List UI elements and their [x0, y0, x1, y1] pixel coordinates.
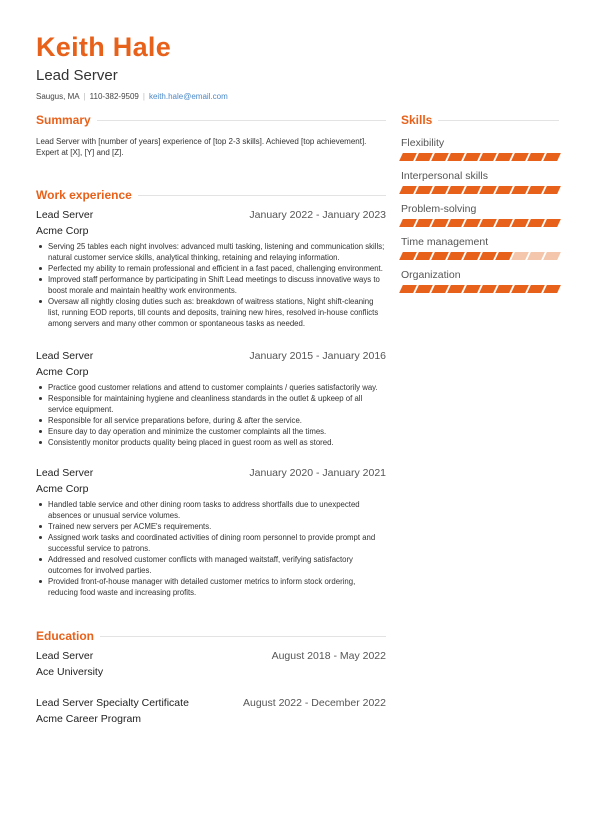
job-bullet: Consistently monitor products quality being placed in guest room as well as stored.	[36, 437, 386, 448]
candidate-role: Lead Server	[36, 67, 118, 84]
skill-segment-filled	[447, 252, 465, 260]
skill-level-bar	[401, 219, 559, 227]
skill-item	[401, 202, 559, 227]
skill-item	[401, 268, 559, 293]
summary-heading	[36, 112, 386, 128]
education-entry	[36, 650, 386, 678]
skill-segment-filled	[543, 153, 561, 161]
skill-segment-filled	[479, 285, 497, 293]
skill-segment-filled	[495, 219, 513, 227]
skill-segment-filled	[479, 219, 497, 227]
skill-segment-filled	[479, 186, 497, 194]
section-title: Work experience	[36, 188, 132, 202]
skill-item	[401, 169, 559, 194]
skill-name: Organization	[401, 269, 461, 281]
education-school: Ace University	[36, 666, 104, 678]
job-bullet: Improved staff performance by participating in Shift Lead meetings to discuss innovative ways to boost morale and maintain healthy work environments.	[36, 274, 386, 296]
section-divider	[97, 120, 386, 121]
skill-segment-filled	[511, 285, 529, 293]
job-title: Lead Server	[36, 209, 94, 221]
section-divider	[438, 120, 559, 121]
job-bullet: Oversaw all nightly closing duties such as: breakdown of waitress stations, Night shift-cleaning list, running EOD reports, till counts and deposits, training new hires, resolved in-house conflicts among servers and many other common or spontaneous tasks as needed.	[36, 296, 386, 329]
skill-segment-filled	[399, 219, 417, 227]
skill-segment-filled	[495, 186, 513, 194]
skill-segment-filled	[495, 153, 513, 161]
skill-level-bar	[401, 186, 559, 194]
experience-heading	[36, 187, 386, 203]
section-divider	[138, 195, 386, 196]
skill-segment-filled	[543, 285, 561, 293]
resume-header	[36, 30, 576, 102]
skill-name: Problem-solving	[401, 203, 477, 215]
job-entry	[36, 467, 386, 598]
skill-name: Time management	[401, 236, 489, 248]
skill-segment-filled	[431, 219, 449, 227]
sidebar-column	[401, 112, 559, 293]
skill-segment-filled	[527, 219, 545, 227]
skill-segment-filled	[415, 153, 433, 161]
summary-section	[36, 112, 386, 158]
skill-segment-filled	[415, 219, 433, 227]
skill-item	[401, 136, 559, 161]
skill-segment-filled	[511, 153, 529, 161]
skill-segment-empty	[511, 252, 529, 260]
job-bullet: Responsible for maintaining hygiene and cleanliness standards in the outlet & upkeep of all service equipment.	[36, 393, 386, 415]
job-header	[36, 209, 386, 221]
skill-segment-filled	[415, 186, 433, 194]
skill-segment-filled	[431, 285, 449, 293]
skill-segment-empty	[543, 252, 561, 260]
skills-heading	[401, 112, 559, 128]
job-dates: January 2015 - January 2016	[249, 350, 386, 362]
job-bullet: Trained new servers per ACME's requirements.	[36, 521, 386, 532]
job-bullet: Perfected my ability to remain professional and efficient in a fast paced, challenging environment.	[36, 263, 386, 274]
skill-segment-filled	[399, 153, 417, 161]
skills-list	[401, 136, 559, 293]
skill-segment-filled	[511, 186, 529, 194]
job-company: Acme Corp	[36, 483, 89, 495]
skill-segment-filled	[463, 153, 481, 161]
job-bullets	[36, 241, 386, 329]
education-section	[36, 628, 386, 725]
skill-segment-filled	[399, 186, 417, 194]
skill-segment-filled	[527, 285, 545, 293]
skill-segment-filled	[447, 219, 465, 227]
skill-level-bar	[401, 252, 559, 260]
education-heading	[36, 628, 386, 644]
skill-segment-filled	[543, 219, 561, 227]
contact-separator: |	[142, 92, 145, 101]
job-entry	[36, 350, 386, 448]
skill-segment-filled	[399, 285, 417, 293]
education-degree: Lead Server Specialty Certificate	[36, 697, 189, 709]
education-school: Acme Career Program	[36, 713, 142, 725]
skill-segment-filled	[431, 186, 449, 194]
skill-segment-filled	[447, 186, 465, 194]
job-bullet: Handled table service and other dining room tasks to address shortfalls due to unexpected absences or unusual service volumes.	[36, 499, 386, 521]
skill-segment-filled	[527, 153, 545, 161]
contact-email-link[interactable]: keith.hale@email.com	[148, 92, 228, 101]
skill-segment-filled	[495, 285, 513, 293]
summary-text: Lead Server with [number of years] experience of [top 2-3 skills]. Achieved [top achievement]. Expert at [X], [Y] and [Z].	[36, 137, 367, 157]
job-bullet: Assigned work tasks and coordinated activities of dining room personnel to provide prompt and successful service to patrons.	[36, 532, 386, 554]
job-bullet: Practice good customer relations and attend to customer complaints / queries satisfactorily way.	[36, 382, 386, 393]
job-company: Acme Corp	[36, 225, 89, 237]
skill-item	[401, 235, 559, 260]
skill-segment-filled	[463, 219, 481, 227]
main-column	[36, 112, 386, 725]
section-title: Skills	[401, 113, 433, 127]
job-title: Lead Server	[36, 467, 94, 479]
skill-segment-filled	[399, 252, 417, 260]
education-dates: August 2022 - December 2022	[242, 697, 386, 709]
section-title: Summary	[36, 113, 91, 127]
skill-segment-filled	[415, 252, 433, 260]
skill-segment-filled	[463, 285, 481, 293]
skill-segment-filled	[527, 186, 545, 194]
contact-location: Saugus, MA	[36, 92, 80, 101]
skill-name: Flexibility	[401, 137, 445, 149]
job-company: Acme Corp	[36, 366, 89, 378]
skill-segment-filled	[479, 252, 497, 260]
job-entry	[36, 209, 386, 329]
skill-segment-filled	[431, 252, 449, 260]
contact-phone: 110-382-9509	[89, 92, 139, 101]
job-dates: January 2020 - January 2021	[249, 467, 386, 479]
skill-segment-filled	[447, 285, 465, 293]
skill-segment-filled	[543, 186, 561, 194]
job-bullet: Responsible for all service preparations before, during & after the service.	[36, 415, 386, 426]
skill-level-bar	[401, 153, 559, 161]
contact-separator: |	[83, 92, 86, 101]
skill-segment-filled	[511, 219, 529, 227]
skill-segment-filled	[463, 252, 481, 260]
job-header	[36, 467, 386, 479]
skill-level-bar	[401, 285, 559, 293]
skill-segment-filled	[415, 285, 433, 293]
contact-line	[36, 92, 576, 102]
skill-segment-filled	[479, 153, 497, 161]
skill-name: Interpersonal skills	[401, 170, 488, 182]
education-degree: Lead Server	[36, 650, 94, 662]
education-dates: August 2018 - May 2022	[271, 650, 386, 662]
skill-segment-filled	[463, 186, 481, 194]
education-header	[36, 650, 386, 662]
experience-section	[36, 187, 386, 598]
skill-segment-empty	[527, 252, 545, 260]
job-bullets	[36, 499, 386, 598]
job-bullets	[36, 382, 386, 448]
job-bullet: Provided front-of-house manager with detailed customer metrics to inform stock ordering, reducing food waste and increasing profits.	[36, 576, 386, 598]
job-bullet: Addressed and resolved customer conflicts with managed waitstaff, verifying satisfactory outcomes for involved parties.	[36, 554, 386, 576]
job-title: Lead Server	[36, 350, 94, 362]
job-bullet: Serving 25 tables each night involves: advanced multi tasking, listening and communication skills; natural customer service skills, analytical thinking, retaining and relaying information.	[36, 241, 386, 263]
education-header	[36, 697, 386, 709]
job-bullet: Ensure day to day operation and minimize the customer complaints all the times.	[36, 426, 386, 437]
section-divider	[100, 636, 386, 637]
skill-segment-filled	[431, 153, 449, 161]
candidate-name: Keith Hale	[36, 32, 172, 62]
job-dates: January 2022 - January 2023	[249, 209, 386, 221]
education-entry	[36, 697, 386, 725]
job-header	[36, 350, 386, 362]
skill-segment-filled	[495, 252, 513, 260]
skill-segment-filled	[447, 153, 465, 161]
section-title: Education	[36, 629, 95, 643]
